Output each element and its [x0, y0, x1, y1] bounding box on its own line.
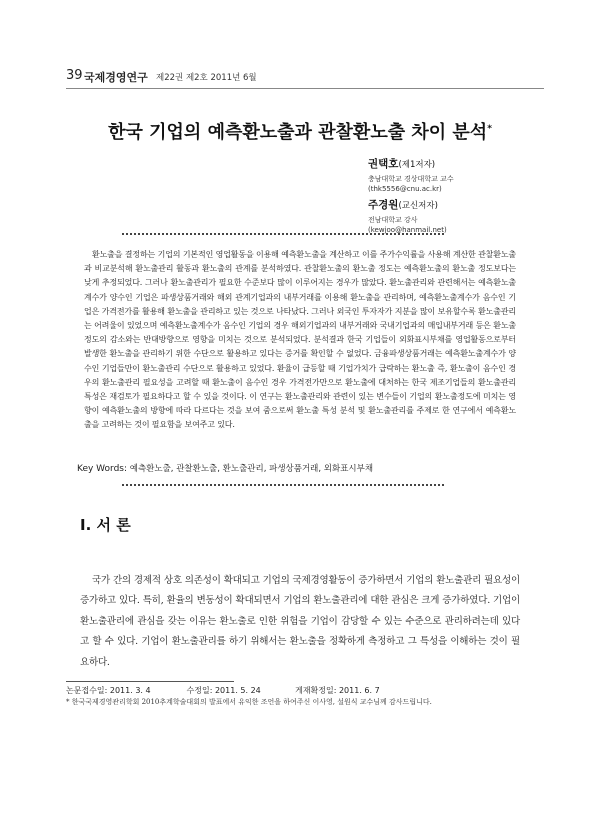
volume-issue: 제22권 제2호 2011년 6월	[156, 73, 257, 83]
author-affiliation: 전남대학교 강사	[368, 216, 418, 224]
section-body: 국가 간의 경제적 상호 의존성이 확대되고 기업의 국제경영활동이 증가하면서 기업의 환노출관리 필요성이 증가하고 있다. 특히, 환율의 변동성이 확대되면서 기업의 환노출관리에 대한 관심은 크게 증가하였다. 기업이 환노출관리에 관심을 갖는 이유는 환노출로 인한 위험을 기업이 감당할 수 있는 수준으로 관리하려는데 있다고 할 수 있다. 기업이 환노출관리를 하기 위해서는 환노출을 정확하게 측정하고 그 특성을 이해하는 것이 필요하다.	[80, 575, 520, 668]
author-block-1	[368, 152, 454, 194]
keywords-text: 예측환노출, 관찰환노출, 환노출관리, 파생상품거래, 외화표시부채	[129, 464, 374, 474]
page-number: 39	[66, 68, 83, 83]
author-name: 주경원	[368, 199, 399, 211]
author-name: 권택호	[368, 158, 399, 170]
accepted-date: 게재확정일: 2011. 6. 7	[295, 686, 380, 695]
acknowledgement-footnote: * 한국국제경영관리학회 2010추계학술대회의 발표에서 유익한 조언을 하여주신 이사영, 설원식 교수님께 감사드립니다.	[66, 698, 432, 706]
author-email: (kewjoo@hanmail.net)	[368, 226, 447, 234]
author-email: (thk5556@cnu.ac.kr)	[368, 185, 442, 193]
abstract: 환노출을 결정하는 기업의 기본적인 영업활동을 이용해 예측환노출을 계산하고 이를 주가수익률을 사용해 계산한 관찰환노출과 비교분석해 환노출관리 활동과 환노출의 관계를 분석하였다. 관찰환노출의 환노출 정도는 예측환노출의 환노출 정도보다는 낮게 추정되었다. 그러나 환노출관리가 필요한 수준보다 많이 이루어지는 경우가 많았다. 환노출관리와 관련해서는 예측환노출계수가 양수인 기업은 파생상품거래와 해외 관계기업과의 내부거래를 이용해 환노출을 관리하며, 예측환노출계수가 음수인 기업은 가격전가를 활용해 환노출을 관리하고 있는 것으로 나타났다. 그러나 외국인 투자자가 지분을 많이 보유할수록 환노출관리는 어려울이 있었으며 예측환노출계수가 음수인 기업의 경우 해외기업과의 내부거래와 국내기업과의 매입내부거래 등은 환노출정도의 감소와는 반대방향으로 영향을 미치는 것으로 분석되었다. 분석결과 한국 기업들이 외화표시부채를 영업활동으로부터 발생한 환노출을 관리하기 위한 수단으로 활용하고 있다는 증거를 확인할 수 없었다. 금융파생상품거래는 예측환노출계수가 양수인 기업들만이 환노출관리 수단으로 활용하고 있었다. 환율이 급등할 때 기업가치가 급락하는 환노출 즉, 환노출이 음수인 경우의 환노출관리 필요성을 고려할 때 환노출이 음수인 경우 가격전가만으로 환노출에 대처하는 한국 제조기업들의 환노출관리 특성은 재검토가 필요하다고 할 수 있을 것이다. 이 연구는 환노출관리와 관련이 있는 변수들이 기업의 환노출정도에 미치는 영향이 예측환노출의 방향에 따라 다르다는 것을 보여 줌으로써 환노출 특성 분석 및 환노출관리를 주제로 한 연구에서 예측환노출을 고려하는 것이 필요함을 보여주고 있다.	[84, 250, 516, 430]
section-heading: Ⅰ. 서 론	[80, 516, 131, 534]
paper-title-text: 한국 기업의 예측환노출과 관찰환노출 차이 분석	[108, 122, 488, 143]
keywords-label: Key Words:	[77, 464, 128, 474]
received-date: 논문접수일: 2011. 3. 4	[66, 686, 151, 695]
paper-title	[60, 118, 540, 144]
author-role: (교신저자)	[398, 201, 438, 211]
header-rule	[66, 88, 544, 89]
abstract-top-divider	[122, 233, 444, 235]
abstract-bottom-divider	[122, 484, 444, 486]
revised-date: 수정일: 2011. 5. 24	[186, 686, 261, 695]
footnote-dates	[66, 685, 380, 696]
author-affiliation: 충남대학교 경상대학교 교수	[368, 175, 454, 183]
journal-name: 국제경영연구	[84, 71, 148, 84]
author-block-2	[368, 193, 447, 235]
author-role: (제1저자)	[398, 160, 436, 170]
footnote-rule	[66, 681, 234, 682]
keywords	[77, 462, 373, 474]
title-footnote-mark: *	[487, 124, 492, 134]
